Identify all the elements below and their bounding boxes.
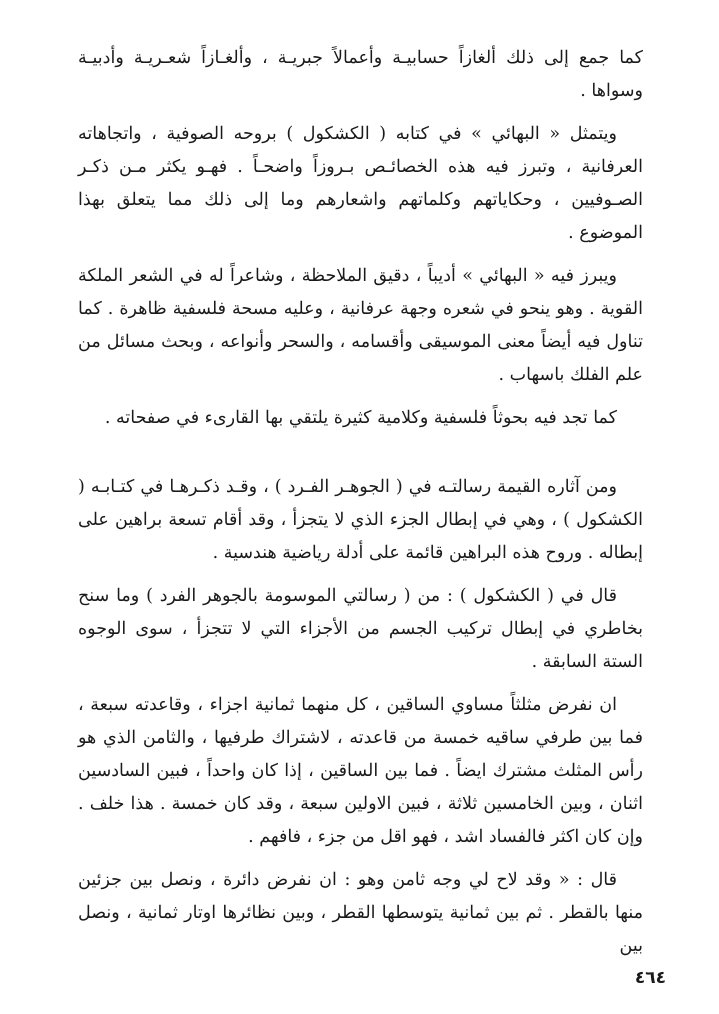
paragraph-sufism: ويتمثل « البهائي » في كتابه ( الكشكول ) بروحه الصوفية ، واتجاهاته العرفانية ، وتبرز فيه هذه الخصائـص بـروزاً واضحـاً . فهـو يكثر مـن ذكـر الصـوفيين ، وحكاياتهم وكلماتهم واشعارهم وما إلى ذلك مما يتعلق بهذا الموضوع . — [78, 124, 643, 243]
paragraph-puzzles: كما جمع إلى ذلك ألغازاً حسابيـة وأعمالاً جبريـة ، وألغـازاً شعـريـة وأدبيـة وسواها . — [78, 48, 643, 101]
page-number: ٤٦٤ — [634, 968, 666, 988]
paragraph-quote-intro: قال في ( الكشكول ) : من ( رسالتي الموسومة بالجوهر الفرد ) وما سنح بخاطري في إبطال تركيب الجسم من الأجزاء التي لا تتجزأ ، سوى الوجوه الستة السابقة . — [78, 586, 643, 672]
paragraph-literary: ويبرز فيه « البهائي » أديباً ، دقيق الملاحظة ، وشاعراً له في الشعر الملكة القوية . وهو ينحو في شعره وجهة عرفانية ، وعليه مسحة فلسفية ظاهرة . كما تناول فيه أيضاً معنى الموسيقى وأقسامه ، والسحر وأنواعه ، وبحث مسائل من علم الفلك باسهاب . — [78, 266, 643, 385]
paragraph-philosophy: كما تجد فيه بحوثاً فلسفية وكلامية كثيرة يلتقي بها القارىء في صفحاته . — [104, 408, 617, 428]
page-body — [78, 42, 643, 963]
paragraph-triangle-proof: ان نفرض مثلثاً مساوي الساقين ، كل منهما ثمانية اجزاء ، وقاعدته سبعة ، فما بين طرفي ساقيه خمسة من قاعدته ، لاشتراك طرفيها ، والثامن الذي هو رأس المثلث مشترك ايضاً . فما بين الساقين ، إذا كان واحداً ، فبين السادسين اثنان ، وبين الخامسين ثلاثة ، فبين الاولين سبعة ، وقد كان خمسة . هذا خلف . وإن كان اكثر فالفساد اشد ، فهو اقل من جزء ، فافهم . — [78, 695, 643, 847]
paragraph-eighth-proof: قال : « وقد لاح لي وجه ثامن وهو : ان نفرض دائرة ، ونصل بين جزئين منها بالقطر . ثم بين ثمانية يتوسطها القطر ، وبين نظائرها اوتار ثمانية ، ونصل بين — [78, 870, 643, 956]
paragraph-atom-treatise: ومن آثاره القيمة رسالتـه في ( الجوهـر الفـرد ) ، وقـد ذكـرهـا في كتـابـه ( الكشكول ) ، وهي في إبطال الجزء الذي لا يتجزأ ، وقد أقام تسعة براهين على إبطاله . وروح هذه البراهين قائمة على أدلة رياضية هندسية . — [78, 477, 643, 563]
